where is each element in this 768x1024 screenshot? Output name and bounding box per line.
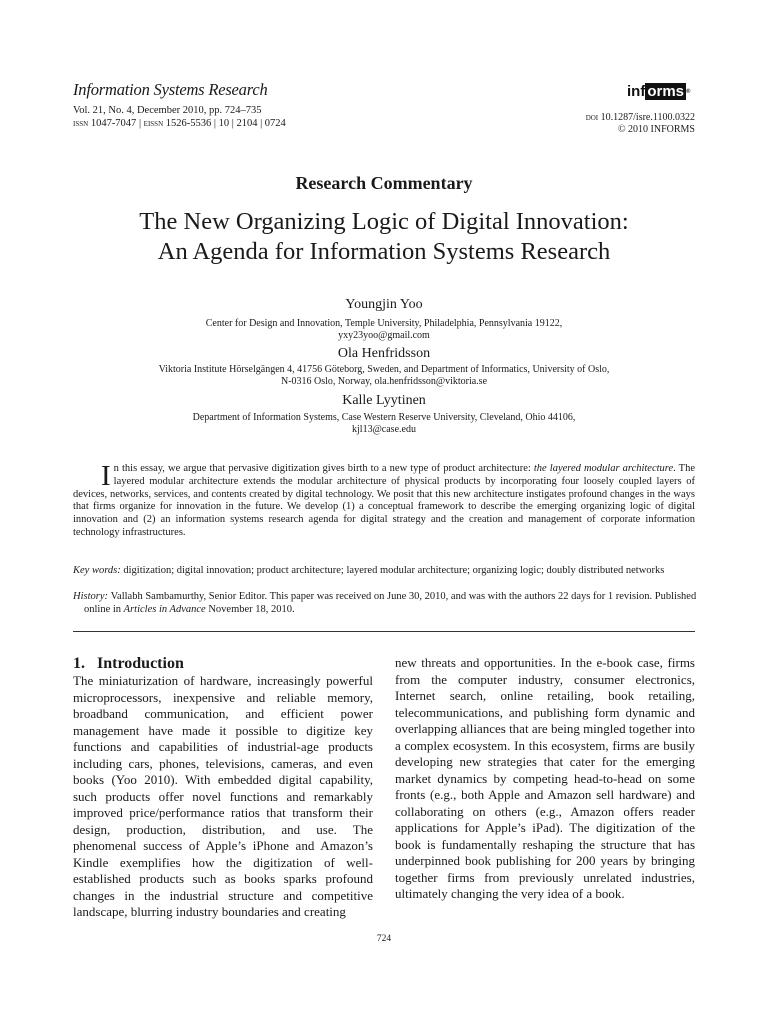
keywords: Key words: digitization; digital innovation; product architecture; layered modular architecture; organizing logic; doubly distributed networks <box>73 565 665 576</box>
keywords-text: digitization; digital innovation; product architecture; layered modular architecture; organizing logic; doubly distributed networks <box>123 565 665 576</box>
author-affiliation: Center for Design and Innovation, Temple University, Philadelphia, Pennsylvania 19122, <box>205 318 563 329</box>
body-column-right: new threats and opportunities. In the e-book case, firms from the computer industry, consumer electronics, Internet search, online retailing, book retailing, telecommunications, and publishing form dynamic and overlapping alliances that are being mingled together into a complex ecosystem. In this ecosystem, firms are busily developing new strategies that cater for the emerging market dynamics by competing head-to-head on some fronts (e.g., both Apple and Amazon sell hardware) and collaborating on others (e.g., Amazon offers reader applications for Apple’s iPad). The digitization of the book is fundamentally reshaping the structure that has underpinned book publishing for 200 years by bringing together firms from previously unrelated industries, ultimately changing the very idea of a book. <box>395 655 695 901</box>
logo-text-a: inf <box>627 83 646 100</box>
author-name: Ola Henfridsson <box>337 346 431 361</box>
history-italic: Articles in Advance <box>123 603 206 615</box>
doi-line <box>586 112 695 125</box>
author-affiliation: Viktoria Institute Hörselgängen 4, 41756 Göteborg, Sweden, and Department of Informatics, University of Oslo, <box>158 364 610 375</box>
author-email: kjl13@case.edu <box>352 424 416 435</box>
history-label: History <box>73 591 105 602</box>
logo-registered: ® <box>686 89 691 95</box>
abstract-text-1: n this essay, we argue that pervasive digitization gives birth to a new type of product architecture: <box>113 463 534 474</box>
author-affiliation: Department of Information Systems, Case Western Reserve University, Cleveland, Ohio 44106, <box>192 412 576 423</box>
eissn-value: 1526-5536 | 10 | 2104 | 0724 <box>165 118 286 129</box>
body-column-left: The miniaturization of hardware, increasingly powerful microprocessors, inexpensive and reliable memory, broadband communication, and efficient power management have made it possible to digitize key functions and capabilities of industrial-age products including cars, phones, televisions, cameras, and even books (Yoo 2010). With embedded digital capability, such products offer novel functions and remarkably improved price/performance ratios that transform their design, production, distribution, and use. The phenomenal success of Apple’s iPhone and Amazon’s Kindle exemplifies how the digitization of well-established products such as books sparks profound changes in the industrial structure and competitive landscape, blurring industry boundaries and creating <box>73 673 373 919</box>
abstract-italic: the layered modular architecture <box>533 463 674 474</box>
article-type: Research Commentary <box>295 173 473 193</box>
section-heading: 1. Introduction <box>73 655 184 672</box>
author-email: yxy23yoo@gmail.com <box>338 330 430 341</box>
divider <box>73 631 695 632</box>
doi-label: doi <box>585 112 599 123</box>
doi-value: 10.1287/isre.1100.0322 <box>600 112 695 123</box>
page-number: 724 <box>376 934 392 944</box>
abstract-dropcap: I <box>101 460 111 492</box>
logo-text-b: orms <box>647 83 685 100</box>
abstract-text-2: . The layered modular architecture extends the modular architecture of physical products by incorporating four loosely coupled layers of devices, networks, services, and contents created by digital technology. We posit that this new architecture instigates profound changes in the ways that firms organize for innovation in the future. We develop (1) a conceptual framework to describe the emerging organizing logic of digital innovation and (2) an information systems research agenda for digital strategy and the creation and management of corporate information technology infrastructures. <box>73 463 696 538</box>
issn-value: 1047-7047 <box>90 118 137 129</box>
history: History: Vallabh Sambamurthy, Senior Editor. This paper was received on June 30, 2010, and was with the authors 22 days for 1 revision. Published online in Articles in Advance November 18, 2010. <box>73 591 697 615</box>
issn-line: issn 1047-7047 | eissn 1526-5536 | 10 | 2104 | 0724 <box>73 118 286 129</box>
article-title-line-1: The New Organizing Logic of Digital Innovation: <box>139 208 629 235</box>
abstract <box>73 460 696 540</box>
volume-line: Vol. 21, No. 4, December 2010, pp. 724–735 <box>73 105 262 116</box>
author-name: Youngjin Yoo <box>345 297 423 312</box>
author-email: N-0316 Oslo, Norway, ola.henfridsson@viktoria.se <box>280 376 488 387</box>
article-title-line-2: An Agenda for Information Systems Research <box>157 238 611 265</box>
author-name: Kalle Lyytinen <box>342 393 426 408</box>
history-text-1: Vallabh Sambamurthy, Senior Editor. This paper was received on June 30, 2010, and was with the authors 22 days for 1 revision. Published online in <box>84 591 697 615</box>
history-text-2: November 18, 2010. <box>205 603 295 615</box>
eissn-label: eissn <box>143 118 164 129</box>
journal-name: Information Systems Research <box>73 80 268 99</box>
keywords-label: Key words <box>73 565 118 576</box>
issn-label: issn <box>73 118 89 129</box>
copyright: © 2010 INFORMS <box>617 124 695 135</box>
informs-logo <box>627 82 695 102</box>
